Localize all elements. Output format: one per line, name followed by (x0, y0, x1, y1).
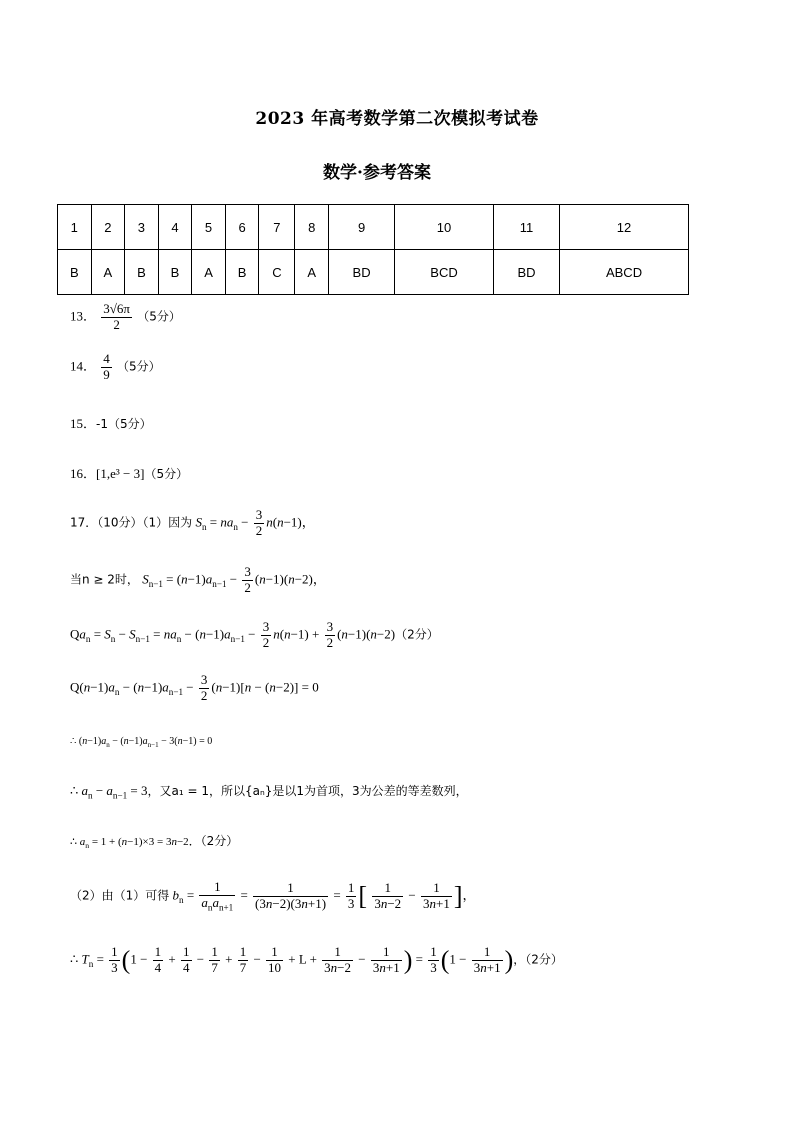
table-cell: BD (493, 250, 559, 295)
q17-step-8: （2）由（1）可得 $b_n$ = $\frac{1}{a_na_{n+1}}$ = $\frac{1}{(3n-2)(3n+1)}$ = $\frac{1}{3}$ [ $\frac{1}{3n-2}$ − $\frac{1}{3n+1}$ ]， (70, 879, 476, 913)
table-cell: 9 (329, 205, 395, 250)
q17-step-4: $Q(n-1)a_n - (n-1)a_{n-1}$ − $\frac{3}{2}$ (n−1)[n − (n−2)] = 0 (70, 672, 319, 703)
table-cell: 12 (560, 205, 689, 250)
q17-step-6: ∴ $a_n - a_{n-1} = 3$，又a₁ = 1，所以{aₙ}是以1为首项，3为公差的等差数列， (70, 783, 468, 801)
page-subtitle: 数学·参考答案 (323, 163, 431, 183)
q17-step-2: 当n ≥ 2时， $S_{n-1} = (n-1)a_{n-1}$ − $\frac{3}{2}$ (n−1)(n−2)， (70, 564, 326, 595)
answer-16: 16．[1,e³ − 3]（5分） (70, 466, 189, 481)
table-cell: 10 (395, 205, 494, 250)
table-cell: BD (329, 250, 395, 295)
answer-14: 14． $\frac{4}{9}$ （5分） (70, 351, 161, 382)
table-cell: 8 (295, 205, 329, 250)
table-cell: 1 (58, 205, 92, 250)
table-cell: B (225, 250, 259, 295)
q17-step-9: ∴ $T_n$ = $\frac{1}{3}$ (1 − $\frac{1}{4}$ + $\frac{1}{4}$ − $\frac{1}{7}$ + $\frac{1}{7}$ − $\frac{1}{10}$ + L + $\frac{1}{3n-2}$ − $\frac{1}{3n+1}$ ) = $\frac{1}{3}$ (1 − $\frac{1}{3n+1}$ )，（2分） (70, 944, 563, 975)
table-cell: B (158, 250, 192, 295)
table-cell: ABCD (560, 250, 689, 295)
answer-13: 13． $\frac{3√6\pi}{2}$ （5分） (70, 301, 181, 332)
q17-step-7: ∴ $a_n = 1 + (n-1)\times 3 = 3n-2$．（2分） (70, 834, 239, 851)
page-title: 2023 年高考数学第二次模拟考试卷 (255, 109, 539, 129)
answer-table-answers-row (58, 250, 689, 295)
table-cell: C (259, 250, 295, 295)
q17-step-1: 17．（10分）（1）因为 $S_n = na_n$ − $\frac{3}{2}$ n(n−1)， (70, 507, 315, 538)
table-cell: 6 (225, 205, 259, 250)
fraction: $\frac{3√6\pi}{2}$ (103, 301, 130, 332)
table-cell: 2 (91, 205, 125, 250)
answer-15: 15．-1（5分） (70, 416, 152, 431)
table-cell: A (192, 250, 226, 295)
table-cell: 5 (192, 205, 226, 250)
table-cell: BCD (395, 250, 494, 295)
fraction: $\frac{4}{9}$ (103, 351, 110, 382)
table-cell: A (295, 250, 329, 295)
table-cell: 3 (125, 205, 159, 250)
table-cell: 4 (158, 205, 192, 250)
table-cell: 11 (493, 205, 559, 250)
table-cell: 7 (259, 205, 295, 250)
table-cell: B (125, 250, 159, 295)
answer-table-numbers-row (58, 205, 689, 250)
answer-table (57, 204, 689, 295)
q17-step-5: ∴ $(n-1)a_n - (n-1)a_{n-1} - 3(n-1) = 0$ (70, 736, 213, 749)
q17-step-3: $Qa_n = S_n - S_{n-1} = na_n - (n-1)a_{n-1}$ − $\frac{3}{2}$ n(n−1) + $\frac{3}{2}$ (n−1)(n−2)（2分） (70, 619, 439, 650)
table-cell: A (91, 250, 125, 295)
table-cell: B (58, 250, 92, 295)
